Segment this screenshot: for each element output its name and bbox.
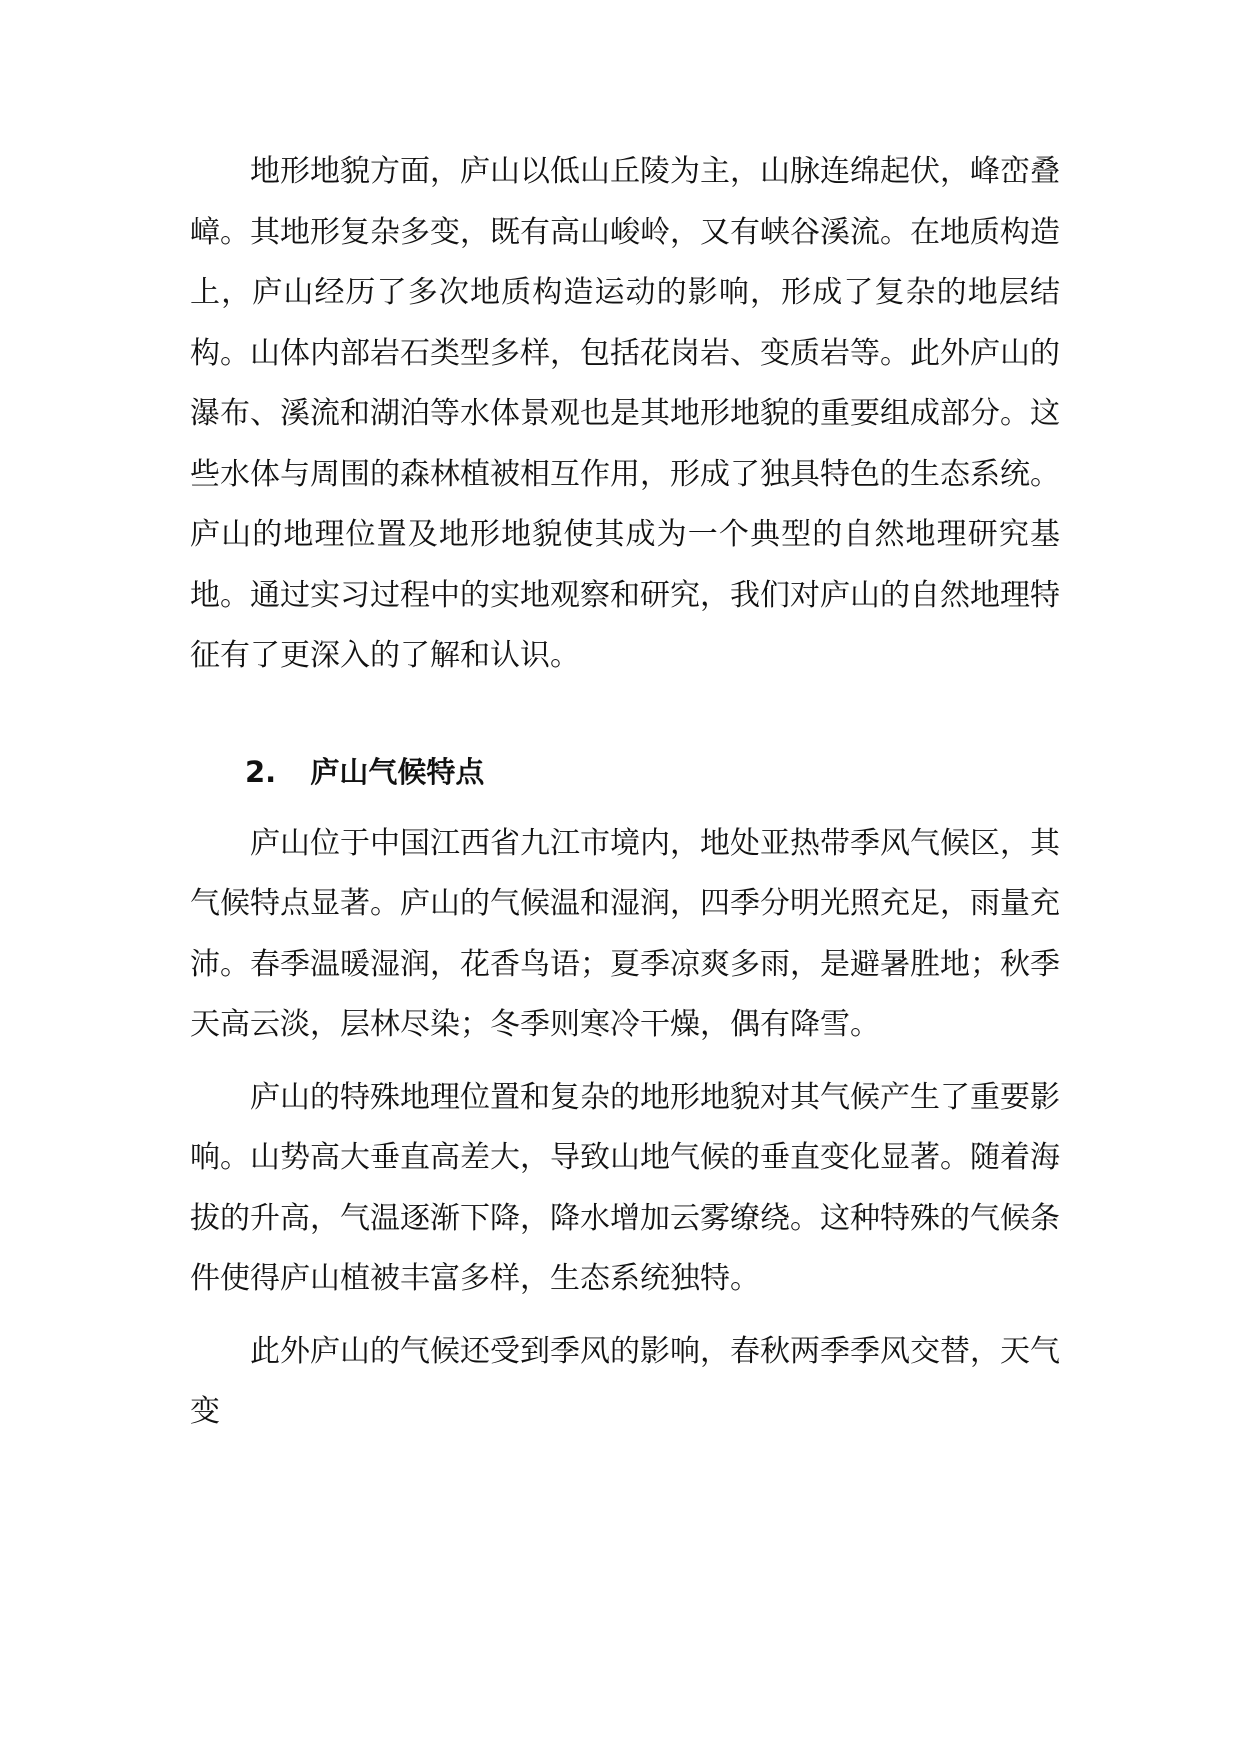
section-number: 2. bbox=[245, 754, 277, 789]
section-heading bbox=[190, 742, 1060, 802]
section-title: 庐山气候特点 bbox=[310, 754, 485, 789]
paragraph-landform: 地形地貌方面，庐山以低山丘陵为主，山脉连绵起伏，峰峦叠嶂。其地形复杂多变，既有高山峻岭，又有峡谷溪流。在地质构造上，庐山经历了多次地质构造运动的影响，形成了复杂的地层结构。山体内部岩石类型多样，包括花岗岩、变质岩等。此外庐山的瀑布、溪流和湖泊等水体景观也是其地形地貌的重要组成部分。这些水体与周围的森林植被相互作用，形成了独具特色的生态系统。庐山的地理位置及地形地貌使其成为一个典型的自然地理研究基地。通过实习过程中的实地观察和研究，我们对庐山的自然地理特征有了更深入的了解和认识。 bbox=[190, 154, 1060, 673]
paragraph-climate-influence: 庐山的特殊地理位置和复杂的地形地貌对其气候产生了重要影响。山势高大垂直高差大，导致山地气候的垂直变化显著。随着海拔的升高，气温逐渐下降，降水增加云雾缭绕。这种特殊的气候条件使得庐山植被丰富多样，生态系统独特。 bbox=[190, 1079, 1060, 1296]
document-body bbox=[190, 142, 1060, 1443]
paragraph-climate-overview: 庐山位于中国江西省九江市境内，地处亚热带季风气候区，其气候特点显著。庐山的气候温和湿润，四季分明光照充足，雨量充沛。春季温暖湿润，花香鸟语；夏季凉爽多雨，是避暑胜地；秋季天高云淡，层林尽染；冬季则寒冷干燥，偶有降雪。 bbox=[190, 825, 1060, 1042]
paragraph-monsoon: 此外庐山的气候还受到季风的影响，春秋两季季风交替，天气变 bbox=[190, 1333, 1060, 1429]
